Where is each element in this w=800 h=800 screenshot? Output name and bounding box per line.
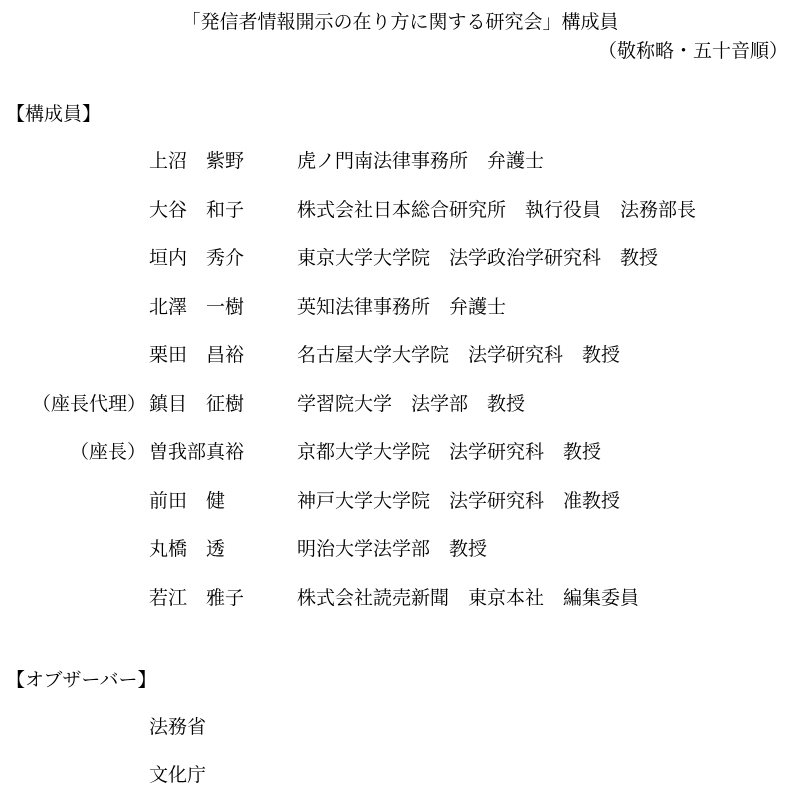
document-title: 「発信者情報開示の在り方に関する研究会」構成員 [181,11,619,33]
member-row [0,389,800,419]
observer-item: 法務省 [149,716,207,738]
member-row [0,340,800,370]
members-heading: 【構成員】 [6,103,102,125]
member-affiliation: 明治大学法学部 教授 [297,538,488,560]
member-affiliation: 株式会社読売新聞 東京本社 編集委員 [297,586,640,609]
member-name: 若江 雅子 [149,586,245,609]
member-name: 鎮目 征樹 [149,392,245,415]
member-name: 曽我部真裕 [149,441,245,463]
member-affiliation: 株式会社日本総合研究所 執行役員 法務部長 [297,198,697,221]
member-name: 前田 健 [149,489,226,512]
sort-note: （敬称略・五十音順） [597,40,788,62]
member-role: （座長） [69,441,146,463]
member-affiliation: 学習院大学 法学部 教授 [297,392,526,415]
member-affiliation: 京都大学大学院 法学研究科 教授 [297,441,602,463]
member-row [0,486,800,516]
member-affiliation: 虎ノ門南法律事務所 弁護士 [297,150,545,172]
member-row [0,243,800,273]
member-name: 丸橋 透 [149,538,226,560]
member-row [0,534,800,564]
member-row [0,292,800,322]
member-affiliation: 東京大学大学院 法学政治学研究科 教授 [297,247,659,269]
member-row [0,146,800,176]
member-name: 上沼 紫野 [149,150,245,172]
member-affiliation: 神戸大学大学院 法学研究科 准教授 [297,489,621,512]
member-role: （座長代理） [31,392,146,415]
member-row [0,583,800,613]
member-name: 大谷 和子 [149,198,245,221]
member-name: 垣内 秀介 [149,247,245,269]
member-name: 北澤 一樹 [149,295,245,318]
member-row [0,195,800,225]
observers-heading: 【オブザーバー】 [6,669,157,691]
member-affiliation: 名古屋大学大学院 法学研究科 教授 [297,344,621,366]
member-affiliation: 英知法律事務所 弁護士 [297,295,507,318]
member-name: 栗田 昌裕 [149,344,245,366]
observer-item: 文化庁 [149,764,207,786]
member-row [0,437,800,467]
